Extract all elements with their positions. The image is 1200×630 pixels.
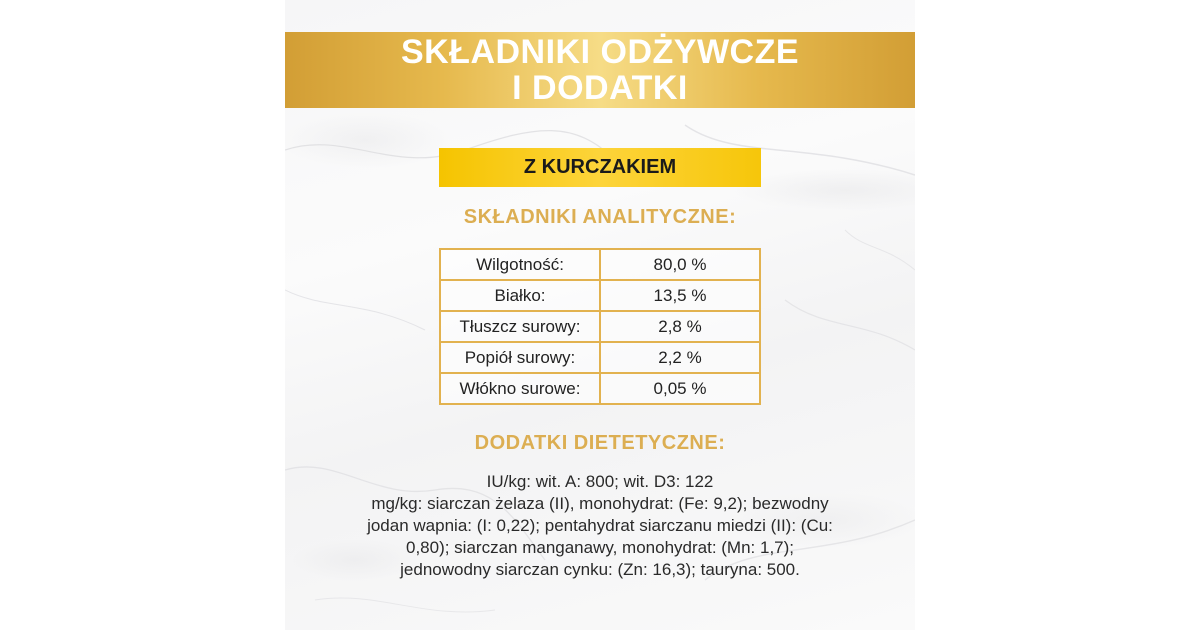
- additives-line: IU/kg: wit. A: 800; wit. D3: 122: [486, 472, 714, 491]
- additives-line: jednowodny siarczan cynku: (Zn: 16,3); tauryna: 500.: [400, 560, 800, 579]
- analytic-heading: SKŁADNIKI ANALITYCZNE:: [463, 206, 737, 228]
- row-value: 13,5 %: [600, 280, 760, 311]
- title-line-2: I DODATKI: [512, 69, 688, 107]
- table-row: [440, 342, 760, 373]
- table-row: [440, 249, 760, 280]
- row-value: 0,05 %: [600, 373, 760, 404]
- additives-line: mg/kg: siarczan żelaza (II), monohydrat: (Fe: 9,2); bezwodny: [371, 494, 829, 513]
- row-label: Popiół surowy:: [440, 342, 600, 373]
- table-row: [440, 280, 760, 311]
- row-label: Wilgotność:: [440, 249, 600, 280]
- additives-heading: DODATKI DIETETYCZNE:: [474, 432, 726, 454]
- additives-line: jodan wapnia: (I: 0,22); pentahydrat siarczanu miedzi (II): (Cu:: [367, 516, 833, 535]
- analytic-table: [439, 248, 761, 405]
- row-label: Białko:: [440, 280, 600, 311]
- table-row: [440, 373, 760, 404]
- title-line-1: SKŁADNIKI ODŻYWCZE: [400, 33, 800, 71]
- title-banner: [285, 32, 915, 108]
- row-value: 2,2 %: [600, 342, 760, 373]
- variant-label: Z KURCZAKIEM: [439, 148, 761, 187]
- additives-text: [325, 471, 875, 581]
- product-info-panel: [285, 0, 915, 630]
- row-value: 2,8 %: [600, 311, 760, 342]
- row-value: 80,0 %: [600, 249, 760, 280]
- additives-line: 0,80); siarczan manganawy, monohydrat: (Mn: 1,7);: [405, 538, 795, 557]
- row-label: Włókno surowe:: [440, 373, 600, 404]
- row-label: Tłuszcz surowy:: [440, 311, 600, 342]
- table-row: [440, 311, 760, 342]
